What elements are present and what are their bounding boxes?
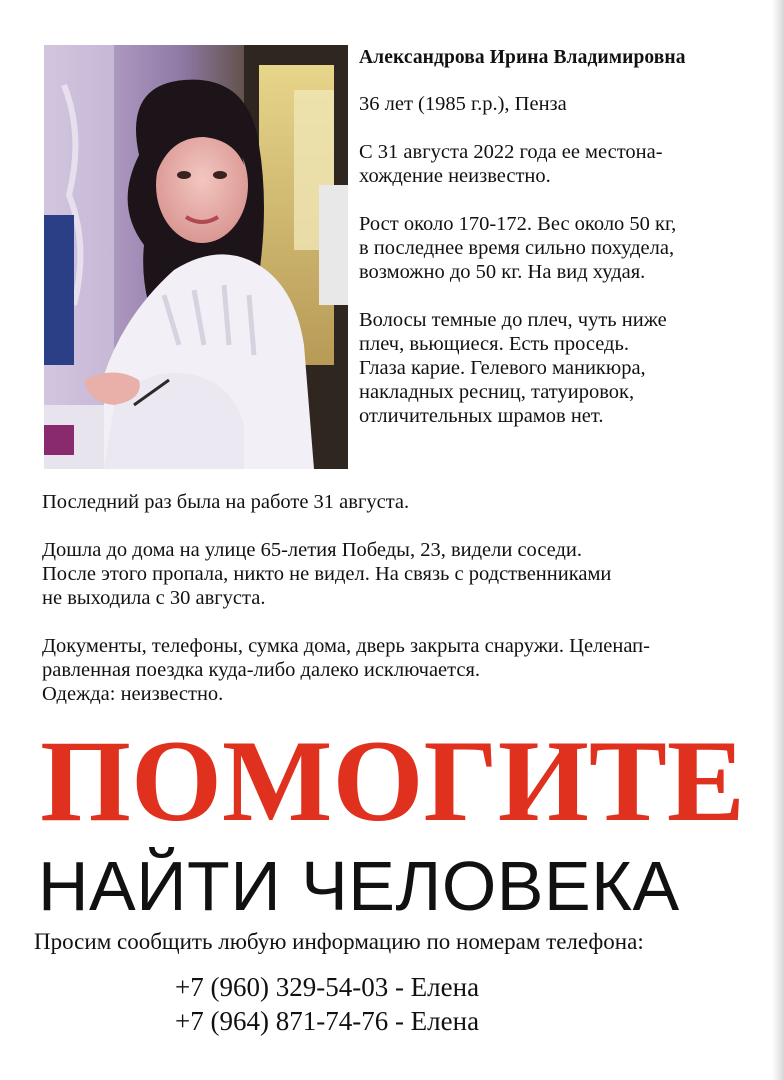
headline-help: ПОМОГИТЕ bbox=[40, 717, 745, 846]
text-line: не выходила с 30 августа. bbox=[42, 587, 266, 609]
text-line: Документы, телефоны, сумка дома, дверь закрыта снаружи. Целенап- bbox=[42, 635, 650, 657]
documents-details bbox=[42, 634, 757, 706]
person-photo bbox=[44, 45, 348, 469]
text-line: отличительных шрамов нет. bbox=[359, 405, 604, 427]
text-line: Волосы темные до плеч, чуть ниже bbox=[359, 309, 667, 331]
text-line: Рост около 170-172. Вес около 50 кг, bbox=[359, 213, 677, 235]
person-build bbox=[359, 212, 769, 284]
text-line: С 31 августа 2022 года ее местона- bbox=[359, 141, 663, 163]
text-line: плеч, вьющиеся. Есть проседь. bbox=[359, 333, 629, 355]
home-details bbox=[42, 538, 757, 610]
person-name: Александрова Ирина Владимировна bbox=[359, 47, 686, 68]
text-line: Дошла до дома на улице 65-летия Победы, 23, видели соседи. bbox=[42, 539, 583, 561]
person-age-city: 36 лет (1985 г.р.), Пенза bbox=[359, 93, 567, 115]
phone-number: +7 (964) 871-74-76 - Елена bbox=[175, 1006, 480, 1036]
text-line: Глаза карие. Гелевого маникюра, bbox=[359, 357, 646, 379]
text-line: в последнее время сильно похудела, bbox=[359, 237, 675, 259]
page-edge-shadow bbox=[772, 0, 784, 1080]
text-line: накладных ресниц, татуировок, bbox=[359, 381, 635, 403]
headline-find-person: НАЙТИ ЧЕЛОВЕКА bbox=[38, 847, 680, 925]
phone-list bbox=[175, 970, 595, 1038]
contact-request: Просим сообщить любую информацию по номерам телефона: bbox=[34, 929, 644, 954]
missing-since bbox=[359, 140, 769, 188]
text-line: После этого пропала, никто не видел. На связь с родственниками bbox=[42, 563, 612, 585]
last-seen: Последний раз была на работе 31 августа. bbox=[42, 491, 410, 513]
phone-number: +7 (960) 329-54-03 - Елена bbox=[175, 972, 480, 1002]
text-line: возможно до 50 кг. На вид худая. bbox=[359, 261, 646, 283]
case-details bbox=[42, 490, 757, 730]
person-info bbox=[359, 46, 769, 452]
text-line: хождение неизвестно. bbox=[359, 165, 551, 187]
text-line: Одежда: неизвестно. bbox=[42, 683, 224, 705]
person-appearance bbox=[359, 308, 769, 428]
text-line: равленная поездка куда-либо далеко исключается. bbox=[42, 659, 481, 681]
